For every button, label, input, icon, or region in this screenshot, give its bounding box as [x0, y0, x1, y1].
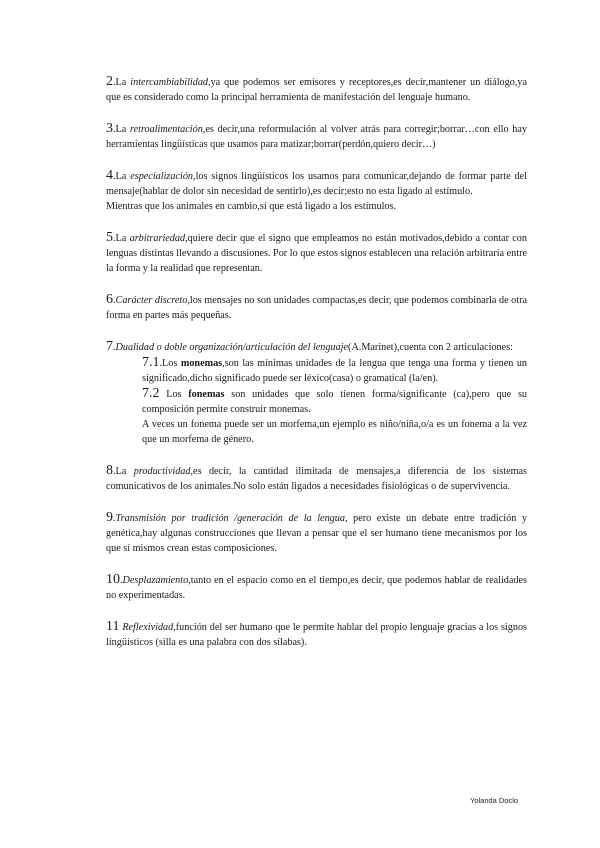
item-text: ,es decir, la cantidad ilimitada de mensajes,a diferencia de los sistemas comunicativos de los animales.No solo están ligados a necesidades fisiológicas o de supervivencia.: [106, 466, 527, 492]
item-paragraph: 9.Transmisión por tradición /generación de la lengua, pero existe un debate entre tradición y genética,hay algunas construcciones que llevan a pensar que el ser humano tiene mecanismos por los que sí mismos crean estas composiciones.: [106, 510, 527, 554]
item-number: 8: [106, 463, 113, 478]
item-paragraph: 5.La arbitrariedad,quiere decir que el signo que empleamos no están motivados,debido a contar con lenguas distintas llevando a discusiones. Por lo que estos signos establecen una relación arbitraria entre la forma y la realidad que representan.: [106, 230, 527, 274]
sub-item-text: ,son las mínimas unidades de la lengua que tenga una forma y tienen un significado,dicho significado puede ser léxico(casa) o gramatical (la/en).: [142, 358, 528, 384]
sub-item-term: monemas: [180, 358, 223, 369]
item-paragraph: 7.Dualidad o doble organización/articulación del lenguaje(A.Marinet),cuenta con 2 articulaciones:: [106, 339, 513, 354]
item-term: Dualidad o doble organización/articulación del lenguaje: [115, 342, 349, 353]
sub-item-7-2: [142, 386, 527, 417]
item-term: Desplazamiento: [122, 575, 189, 586]
sub-list: [142, 355, 527, 447]
item-paragraph: 4.La especialización,los signos lingüísticos los usamos para comunicar,dejando de formar parte del mensaje(hablar de dolor sin necesidad de sentirlo),es decir;esto no esta ligado al estímulo.: [106, 168, 527, 197]
item-extra-paragraph: Mientras que los animales en cambio,sí que está ligado a los estímulos.: [106, 201, 397, 212]
item-7: [106, 339, 527, 447]
item-paragraph: 3.La retroalimentación,es decir,una reformulación al volver atrás para corregir;borrar…con ello hay herramientas lingüísticas que usamos para matizar;borrar(perdón,quiero decir…): [106, 121, 528, 150]
item-number: 5: [106, 230, 113, 245]
item-4: [106, 168, 527, 214]
sub-item-number: 7.2: [142, 386, 160, 401]
item-text: ,ya que podemos ser emisores y receptores,es decir,mantener un diálogo,ya que es considerado como la principal herramienta de manifestación del lenguaje humano.: [106, 77, 527, 103]
item-text: , pero existe un debate entre tradición y genética,hay algunas construcciones que llevan a pensar que el ser humano tiene mecanismos por los que sí mismos crean estas composiciones.: [106, 513, 527, 554]
item-8: [106, 463, 527, 494]
item-text: ,tanto en el espacio como en el tiempo,es decir, que podemos hablar de realidades no experimentadas.: [106, 575, 527, 601]
sub-item-prefix: .Los: [159, 358, 181, 369]
item-9: [106, 510, 527, 556]
item-number: 2: [106, 74, 113, 89]
item-5: [106, 230, 527, 276]
sub-item-7-1: [142, 355, 527, 386]
item-10: [106, 572, 527, 603]
item-term: Carácter discreto: [115, 295, 188, 306]
item-text: (A.Marinet),cuenta con 2 articulaciones:: [348, 342, 513, 353]
sub-item-term: fonemas: [188, 389, 225, 400]
item-text: ,quiere decir que el signo que empleamos no están motivados,debido a contar con lenguas distintas llevando a discusiones. Por lo que estos signos establecen una relación arbitraria entre la forma y la realidad que representan.: [106, 233, 527, 274]
item-number: 3: [106, 121, 113, 136]
item-number: 11: [106, 619, 120, 634]
item-6: [106, 292, 527, 323]
item-term: especialización: [130, 171, 194, 182]
item-number: 7: [106, 339, 113, 354]
item-term: intercambiabilidad: [130, 77, 209, 88]
item-paragraph: 8.La productividad,es decir, la cantidad ilimitada de mensajes,a diferencia de los sistemas comunicativos de los animales.No solo están ligados a necesidades fisiológicas o de supervivencia.: [106, 463, 527, 492]
item-paragraph: 10.Desplazamiento,tanto en el espacio como en el tiempo,es decir, que podemos hablar de realidades no experimentadas.: [106, 572, 527, 601]
item-term: Transmisión por tradición /generación de la lengua: [115, 513, 345, 524]
item-number: 6: [106, 292, 113, 307]
item-text: ,los mensajes no son unidades compactas,es decir, que podemos combinarla de otra forma en partes más pequeñas.: [106, 295, 527, 321]
item-text: ,los signos lingüísticos los usamos para comunicar,dejando de formar parte del mensaje(hablar de dolor sin necesidad de sentirlo),es decir;esto no esta ligado al estímulo.: [106, 171, 527, 197]
item-number: 4: [106, 168, 113, 183]
sub-item-text: son unidades que solo tienen forma/significante (ca),pero que su composición permite construir monemas.: [142, 389, 528, 415]
item-paragraph: 6.Carácter discreto,los mensajes no son unidades compactas,es decir, que podemos combinarla de otra forma en partes más pequeñas.: [106, 292, 527, 321]
sub-item-prefix: Los: [159, 389, 189, 400]
item-paragraph: [106, 619, 527, 650]
item-2: [106, 74, 527, 105]
item-number: 10: [106, 572, 120, 587]
page-footer-author: Yolanda Doclo: [470, 796, 519, 805]
item-text: ,función del ser humano que le permite hablar del propio lenguaje gracias a los signos lingüísticos (silla es una palabra con dos sílabas).: [106, 622, 528, 648]
sub-item-note: A veces un fonema puede ser un morfema,un ejemplo es niño/niña,o/a es un fonema a la vez que un morfema de género.: [142, 419, 527, 445]
item-paragraph: 2.La intercambiabilidad,ya que podemos ser emisores y receptores,es decir,mantener un diálogo,ya que es considerado como la principal herramienta de manifestación del lenguaje humano.: [106, 74, 527, 103]
item-3: [106, 121, 527, 152]
item-11: [106, 619, 527, 650]
item-term: arbitrariedad: [129, 233, 186, 244]
item-term: retroalimentación: [130, 124, 203, 135]
item-term: Reflexividad: [122, 622, 174, 633]
item-text: ,es decir,una reformulación al volver atrás para corregir;borrar…con ello hay herramientas lingüísticas que usamos para matizar;borrar(perdón,quiero decir…): [106, 124, 528, 150]
sub-item-number: 7.1: [142, 355, 160, 370]
item-number: 9: [106, 510, 113, 525]
item-term: productividad: [133, 466, 191, 477]
document-body: [106, 74, 527, 666]
